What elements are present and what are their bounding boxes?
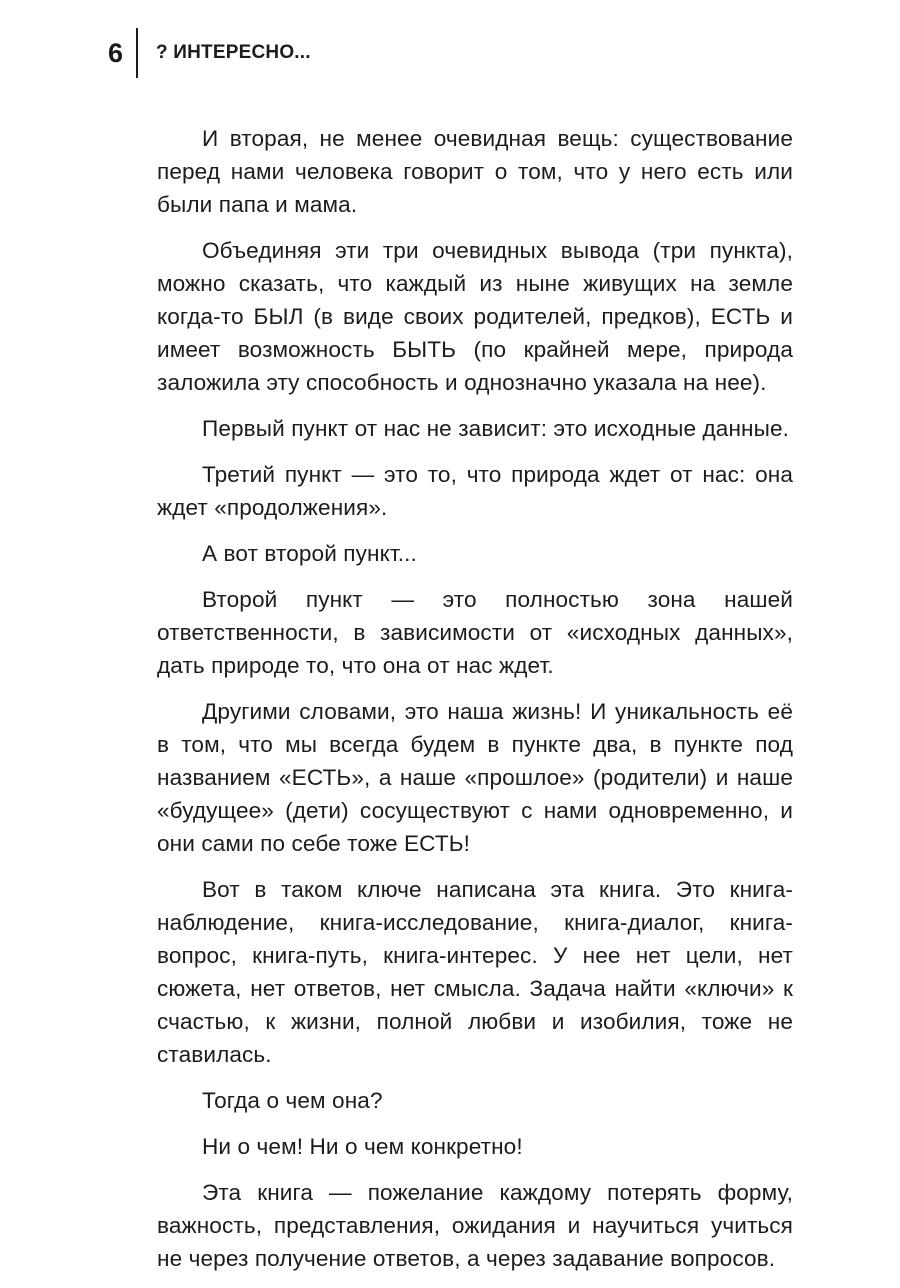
running-title: ? ИНТЕРЕСНО... (156, 42, 311, 63)
paragraph: Первый пункт от нас не зависит: это исходные данные. (202, 416, 790, 441)
paragraph: Тогда о чем она? (202, 1088, 383, 1113)
paragraph: Эта книга — пожелание каждому потерять форму, важность, представления, ожидания и научиться учиться не через получение ответов, а через задавание вопросов. (157, 1180, 793, 1271)
paragraph: Второй пункт — это полностью зона нашей ответственности, в зависимости от «исходных данных», дать природе то, что она от нас ждет. (157, 587, 793, 678)
paragraph: Другими словами, это наша жизнь! И уникальность её в том, что мы всегда будем в пункте два, в пункте под названием «ЕСТЬ», а наше «прошлое» (родители) и наше «будущее» (дети) сосуществуют с нами одновременно, и они сами по себе тоже ЕСТЬ! (157, 699, 793, 856)
page-number: 6 (108, 37, 124, 68)
paragraph: Третий пункт — это то, что природа ждет от нас: она ждет «продолжения». (157, 462, 793, 520)
paragraph: И вторая, не менее очевидная вещь: существование перед нами человека говорит о том, что у него есть или были папа и мама. (157, 126, 793, 217)
paragraph: Ни о чем! Ни о чем конкретно! (202, 1134, 523, 1159)
paragraph: Вот в таком ключе написана эта книга. Это книга-наблюдение, книга-исследование, книга-диалог, книга-вопрос, книга-путь, книга-интерес. У нее нет цели, нет сюжета, нет ответов, нет смысла. Задача найти «ключи» к счастью, к жизни, полной любви и изобилия, тоже не ставилась. (157, 877, 793, 1067)
paragraph: А вот второй пункт... (202, 541, 417, 566)
body-text (157, 122, 793, 1288)
page-header (108, 28, 311, 78)
header-divider (136, 28, 138, 78)
paragraph: Объединяя эти три очевидных вывода (три пункта), можно сказать, что каждый из ныне живущих на земле когда-то БЫЛ (в виде своих родителей, предков), ЕСТЬ и имеет возможность БЫТЬ (по крайней мере, природа заложила эту способность и однозначно указала на нее). (157, 238, 793, 395)
